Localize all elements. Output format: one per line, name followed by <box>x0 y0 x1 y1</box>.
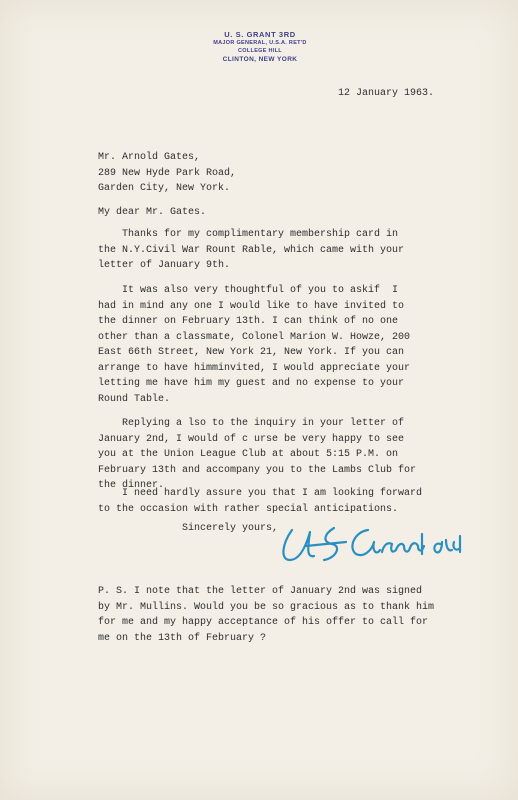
paragraph-line: February 13th and accompany you to the Lambs Club for <box>98 464 417 476</box>
paragraph-2 <box>98 283 410 407</box>
paragraph-line: letter of January 9th. <box>98 260 231 271</box>
postscript-line: for me and my happy acceptance of his offer to call for <box>98 617 429 628</box>
letterhead-street: COLLEGE HILL <box>238 47 282 54</box>
paragraph-line: I need hardly assure you that I am looking forward <box>98 488 423 499</box>
paragraph-line: had in mind any one I would like to have invited to <box>98 300 405 312</box>
letterhead-rank: MAJOR GENERAL, U.S.A. RET'D <box>213 40 307 46</box>
recipient-city: Garden City, New York. <box>98 183 231 194</box>
postscript-line: me on the 13th of February ? <box>98 632 267 644</box>
letterhead-town: CLINTON, NEW YORK <box>222 56 298 63</box>
paragraph-1 <box>98 227 404 274</box>
postscript-line: by Mr. Mullins. Would you be so gracious as to thank him <box>98 601 435 613</box>
paragraph-4 <box>98 486 422 517</box>
postscript <box>98 584 434 646</box>
paragraph-line: January 2nd, I would of c urse be very happy to see <box>98 433 405 445</box>
closing: Sincerely yours, <box>182 523 279 534</box>
paragraph-line: to the occasion with rather special anticipations. <box>98 503 399 515</box>
postscript-line: P. S. I note that the letter of January 2nd was signed <box>98 586 423 597</box>
paragraph-line: the dinner on February 13th. I can think of no one <box>98 316 399 327</box>
recipient-address <box>98 150 236 197</box>
letterhead-name: U. S. GRANT 3RD <box>224 30 296 39</box>
recipient-name: Mr. Arnold Gates, <box>98 152 201 163</box>
paragraph-line: arrange to have himminvited, I would appreciate your <box>98 362 411 374</box>
paragraph-line: It was also very thoughtful of you to askif I <box>98 285 399 296</box>
paragraph-line: Replying a lso to the inquiry in your letter of <box>98 418 405 429</box>
letterhead <box>195 30 325 64</box>
paragraph-line: East 66th Street, New York 21, New York. If you can <box>98 347 405 358</box>
salutation: My dear Mr. Gates. <box>98 207 207 218</box>
paragraph-line: letting me have him my guest and no expense to your <box>98 378 405 389</box>
paragraph-line: the N.Y.Civil War Rount Rable, which came with your <box>98 244 405 256</box>
paragraph-line: other than a classmate, Colonel Marion W. Howze, 200 <box>98 331 411 343</box>
paragraph-line: Thanks for my complimentary membership card in <box>98 229 399 240</box>
handwritten-signature <box>276 520 466 566</box>
letter-date: 12 January 1963. <box>338 88 435 99</box>
paragraph-line: the dinner. <box>98 480 165 491</box>
paragraph-3 <box>98 416 416 494</box>
recipient-street: 289 New Hyde Park Road, <box>98 167 237 179</box>
paragraph-line: Round Table. <box>98 393 171 405</box>
paragraph-line: you at the Union League Club at about 5:15 P.M. on <box>98 449 399 460</box>
